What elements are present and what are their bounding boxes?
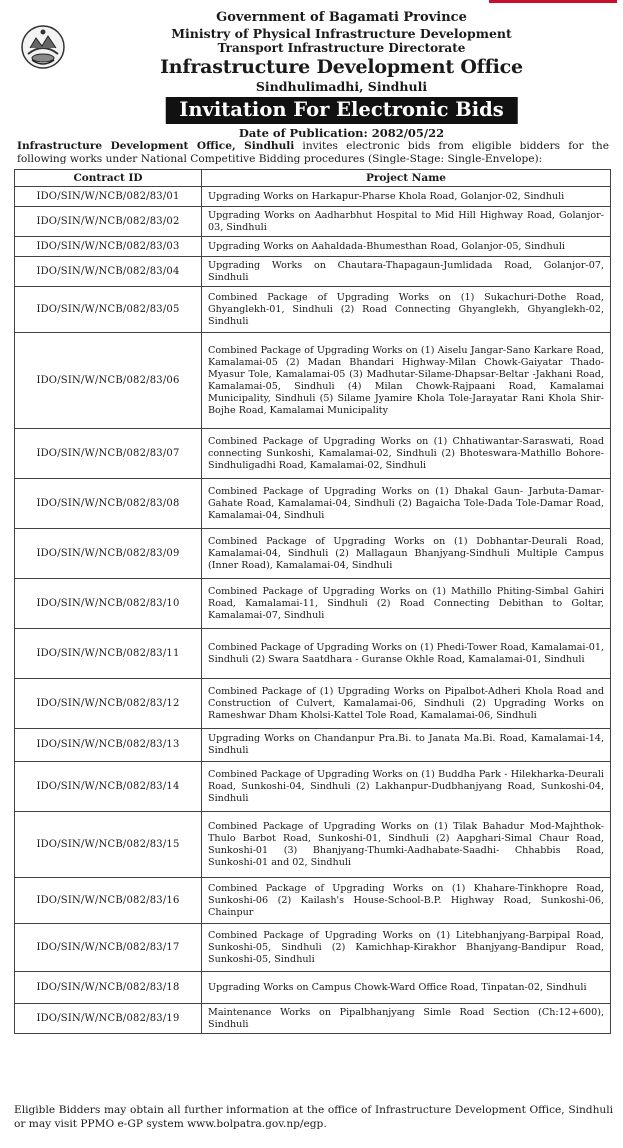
project-name-cell: Combined Package of Upgrading Works on (1) Chhatiwantar-Saraswati, Road connecting Sunkoshi, Kamalamai-02, Sindhuli (2) Bhoteswara-Mathillo Bohore-Sindhuligadhi Road, Kamalamai-02, Sindhuli [202,429,611,479]
project-name-cell: Combined Package of Upgrading Works on (1) Dhakal Gaun- Jarbuta-Damar-Gahate Road, Kamalamai-04, Sindhuli (2) Bagaicha Tole-Dada Tole-Damar Road, Kamalamai-04, Sindhuli [202,479,611,529]
contract-id-cell: IDO/SIN/W/NCB/082/83/06 [15,333,202,429]
contract-id-cell: IDO/SIN/W/NCB/082/83/01 [15,187,202,207]
directorate-name: Transport Infrastructure Directorate [217,41,466,55]
table-row [15,333,611,429]
contract-id-cell: IDO/SIN/W/NCB/082/83/12 [15,679,202,729]
project-name-cell: Combined Package of Upgrading Works on (1) Khahare-Tinkhopre Road, Sunkoshi-06 (2) Kailash's House-School-B.P. Highway Road, Sunkoshi-06, Chainpur [202,878,611,924]
project-name-cell: Upgrading Works on Aadharbhut Hospital to Mid Hill Highway Road, Golanjor-03, Sindhuli [202,207,611,237]
project-name-cell: Combined Package of Upgrading Works on (1) Phedi-Tower Road, Kamalamai-01, Sindhuli (2) Swara Saatdhara - Guranse Okhle Road, Kamalamai-01, Sindhuli [202,629,611,679]
contract-id-cell: IDO/SIN/W/NCB/082/83/04 [15,257,202,287]
table-row [15,972,611,1004]
contract-id-cell: IDO/SIN/W/NCB/082/83/03 [15,237,202,257]
project-name-cell: Upgrading Works on Aahaldada-Bhumesthan Road, Golanjor-05, Sindhuli [202,237,611,257]
contract-id-cell: IDO/SIN/W/NCB/082/83/16 [15,878,202,924]
project-name-cell: Maintenance Works on Pipalbhanjyang Simle Road Section (Ch:12+600), Sindhuli [202,1004,611,1034]
table-row [15,287,611,333]
table-row [15,187,611,207]
project-name-cell: Combined Package of (1) Upgrading Works on Pipalbot-Adheri Khola Road and Construction of Culvert, Kamalamai-06, Sindhuli (2) Upgrading Works on Rameshwar Dham Kholsi-Kattel Tole Road, Kamalamai-06, Sindhuli [202,679,611,729]
project-name-cell: Combined Package of Upgrading Works on (1) Dobhantar-Deurali Road, Kamalamai-04, Sindhuli (2) Mallagaun Bhanjyang-Sindhuli Multiple Campus (Inner Road), Kamalamai-04, Sindhuli [202,529,611,579]
contract-id-cell: IDO/SIN/W/NCB/082/83/18 [15,972,202,1004]
project-name-cell: Upgrading Works on Chandanpur Pra.Bi. to Janata Ma.Bi. Road, Kamalamai-14, Sindhuli [202,729,611,762]
table-header-row [15,170,611,187]
table-row [15,1004,611,1034]
contract-id-cell: IDO/SIN/W/NCB/082/83/02 [15,207,202,237]
intro-office-name: Infrastructure Development Office, Sindhuli [17,140,295,152]
project-name-cell: Combined Package of Upgrading Works on (1) Buddha Park - Hilekharka-Deurali Road, Sunkoshi-04, Sindhuli (2) Lakhanpur-Dudbhanjyang Road, Sunkoshi-04, Sindhuli [202,762,611,812]
contract-id-cell: IDO/SIN/W/NCB/082/83/08 [15,479,202,529]
table-row [15,429,611,479]
table-row [15,762,611,812]
contract-id-cell: IDO/SIN/W/NCB/082/83/19 [15,1004,202,1034]
contract-id-cell: IDO/SIN/W/NCB/082/83/13 [15,729,202,762]
project-name-cell: Combined Package of Upgrading Works on (1) Tilak Bahadur Mod-Majhthok-Thulo Barbot Road, Sunkoshi-01, Sindhuli (2) Aapghari-Simal Chaur Road, Sunkoshi-01 (3) Bhanjyang-Thumki-Aadhabate-Saadhi- Chhabbis Road, Sunkoshi-01 and 02, Sindhuli [202,812,611,878]
publication-date: Date of Publication: 2082/05/22 [238,126,445,140]
contract-id-cell: IDO/SIN/W/NCB/082/83/07 [15,429,202,479]
table-row [15,679,611,729]
office-location: Sindhulimadhi, Sindhuli [255,79,428,94]
contract-id-cell: IDO/SIN/W/NCB/082/83/14 [15,762,202,812]
table-row [15,257,611,287]
column-header-contract-id: Contract ID [15,170,202,187]
government-name: Government of Bagamati Province [216,10,467,25]
project-name-cell: Upgrading Works on Chautara-Thapagaun-Jumlidada Road, Golanjor-07, Sindhuli [202,257,611,287]
intro-text: invites electronic bids from eligible bidders for the following works under National Competitive Bidding procedures (Single-Stage: Single-Envelope): [17,140,609,165]
notice-header [0,0,623,108]
table-row [15,812,611,878]
table-row [15,479,611,529]
column-header-project-name: Project Name [202,170,611,187]
project-name-cell: Upgrading Works on Campus Chowk-Ward Office Road, Tinpatan-02, Sindhuli [202,972,611,1004]
table-row [15,729,611,762]
project-name-cell: Combined Package of Upgrading Works on (1) Sukachuri-Dothe Road, Ghyanglekh-01, Sindhuli (2) Road Connecting Ghyanglekh, Ghyanglekh-02, Sindhuli [202,287,611,333]
project-name-cell: Combined Package of Upgrading Works on (1) Litebhanjyang-Barpipal Road, Sunkoshi-05, Sindhuli (2) Kamichhap-Kirakhor Bhanjyang-Bandipur Road, Sunkoshi-05, Sindhuli [202,924,611,972]
table-row [15,629,611,679]
office-title: Infrastructure Development Office [160,56,523,78]
table-row [15,579,611,629]
ministry-name: Ministry of Physical Infrastructure Development [171,26,512,41]
project-name-cell: Combined Package of Upgrading Works on (1) Mathillo Phiting-Simbal Gahiri Road, Kamalamai-11, Sindhuli (2) Road Connecting Debithan to Goltar, Kamalamai-07, Sindhuli [202,579,611,629]
contract-id-cell: IDO/SIN/W/NCB/082/83/15 [15,812,202,878]
contract-id-cell: IDO/SIN/W/NCB/082/83/17 [15,924,202,972]
table-row [15,924,611,972]
intro-paragraph [17,140,609,166]
table-row [15,529,611,579]
table-row [15,878,611,924]
contract-id-cell: IDO/SIN/W/NCB/082/83/10 [15,579,202,629]
project-name-cell: Combined Package of Upgrading Works on (1) Aiselu Jangar-Sano Karkare Road, Kamalamai-05 (2) Madan Bhandari Highway-Milan Chowk-Gaiyatar Thado-Myasur Tole, Kamalamai-05 (3) Madhutar-Silame-Dhapsar-Beltar -Jakhani Road, Kamalamai-05, Sindhuli (4) Milan Chowk-Rajpaani Road, Kamalamai Municipality, Sindhuli (5) Silame Jyamire Khola Tole-Jarayatar Rani Khola Shir- Bojhe Road, Kamalamai Municipality [202,333,611,429]
table-row [15,207,611,237]
bids-table [14,169,611,1034]
footer-note: Eligible Bidders may obtain all further information at the office of Infrastructure Development Office, Sindhuli or may visit PPMO e-GP system www.bolpatra.gov.np/egp. [14,1104,613,1130]
notice-banner-title: Invitation For Electronic Bids [165,97,518,124]
contract-id-cell: IDO/SIN/W/NCB/082/83/05 [15,287,202,333]
contract-id-cell: IDO/SIN/W/NCB/082/83/09 [15,529,202,579]
table-row [15,237,611,257]
contract-id-cell: IDO/SIN/W/NCB/082/83/11 [15,629,202,679]
project-name-cell: Upgrading Works on Harkapur-Pharse Khola Road, Golanjor-02, Sindhuli [202,187,611,207]
